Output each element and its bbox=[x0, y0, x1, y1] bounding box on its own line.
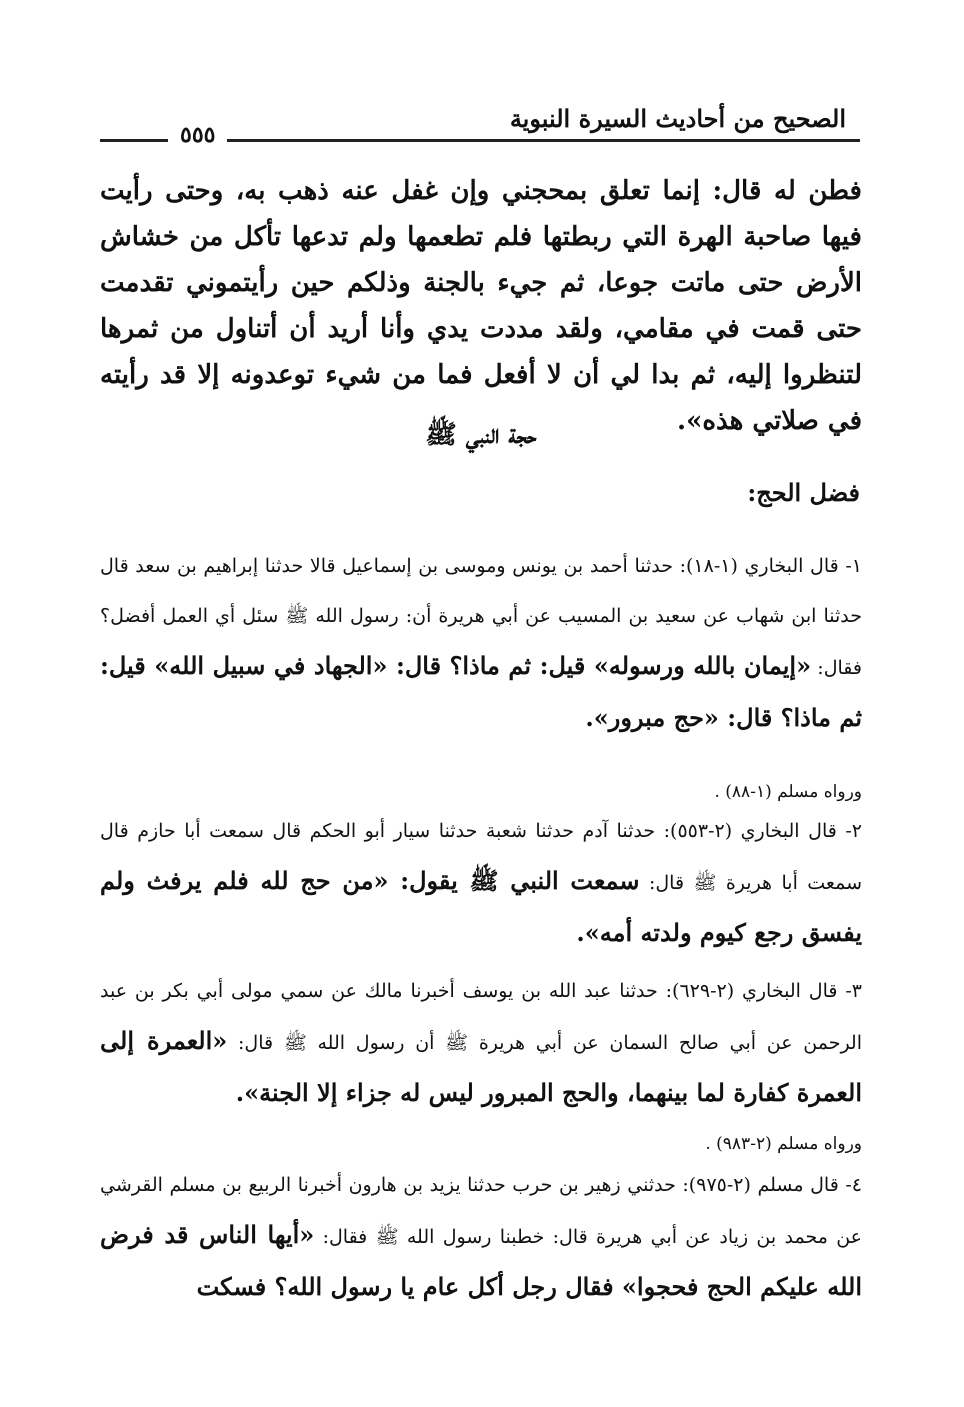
hadith-3 bbox=[100, 966, 862, 1120]
hadith-2 bbox=[100, 806, 862, 960]
page-number: ٥٥٥ bbox=[168, 122, 227, 148]
hadith-3-note: ورواه مسلم (٢-٩٨٣) . bbox=[705, 1134, 862, 1154]
intro-paragraph: فطن له قال: إنما تعلق بمحجني وإن غفل عنه ذهب به، وحتى رأيت فيها صاحبة الهرة التي ربطتها فلم تطعمها ولم تدعها تأكل من خشاش الأرض حتى ماتت جوعا، ثم جيء بالجنة وذلكم حين رأيتموني تقدمت حتى قمت في مقامي، ولقد مددت يدي وأنا أريد أن أتناول من ثمرها لتنظروا إليه، ثم بدا لي أن لا أفعل فما من شيء توعدونه إلا قد رأيته في صلاتي هذه». bbox=[100, 176, 863, 436]
hadith-4-isnad: ٤- قال مسلم (٢-٩٧٥): حدثني زهير بن حرب حدثنا يزيد بن هارون أخبرنا الربيع بن مسلم القرشي عن محمد بن زياد عن أبي هريرة قال: خطبنا رسول الله ﷺ فقال: bbox=[100, 1174, 863, 1248]
hadith-4 bbox=[100, 1160, 862, 1314]
subheading: فضل الحج: bbox=[747, 478, 860, 507]
hadith-3-isnad: ٣- قال البخاري (٢-٦٢٩): حدثنا عبد الله بن يوسف أخبرنا مالك عن سمي مولى أبي بكر بن عبد الرحمن عن أبي صالح السمان عن أبي هريرة ﷺ أن رسول الله ﷺ قال: bbox=[100, 980, 863, 1054]
hadith-4-matn: «أيها الناس قد فرض الله عليكم الحج فحجوا» فقال رجل أكل عام يا رسول الله؟ فسكت bbox=[100, 1220, 862, 1301]
hadith-1-isnad: ١- قال البخاري (١-١٨): حدثنا أحمد بن يونس وموسى بن إسماعيل قالا حدثنا إبراهيم بن سعد قال حدثنا ابن شهاب عن سعيد بن المسيب عن أبي هريرة أن: رسول الله ﷺ سئل أي العمل أفضل؟ فقال: bbox=[100, 555, 862, 679]
hadith-3-matn: «العمرة إلى العمرة كفارة لما بينهما، والحج المبرور ليس له جزاء إلا الجنة». bbox=[100, 1026, 862, 1107]
hadith-2-isnad: ٢- قال البخاري (٢-٥٥٣): حدثنا آدم حدثنا شعبة حدثنا سيار أبو الحكم قال سمعت أبا حازم قال سمعت أبا هريرة ﷺ قال: bbox=[100, 820, 862, 894]
hadith-1-matn: «إيمان بالله ورسوله» قيل: ثم ماذا؟ قال: «الجهاد في سبيل الله» قيل: ثم ماذا؟ قال: «حج مبرور». bbox=[100, 651, 862, 732]
section-title: حجة النبي ﷺ bbox=[425, 420, 537, 450]
running-header-title: الصحيح من أحاديث السيرة النبوية bbox=[509, 104, 846, 133]
hadith-1-note: ورواه مسلم (١-٨٨) . bbox=[714, 782, 862, 802]
hadith-1 bbox=[100, 541, 862, 745]
hadith-2-matn: سمعت النبي ﷺ يقول: «من حج لله فلم يرفث ولم يفسق رجع كيوم ولدته أمه». bbox=[100, 866, 862, 947]
